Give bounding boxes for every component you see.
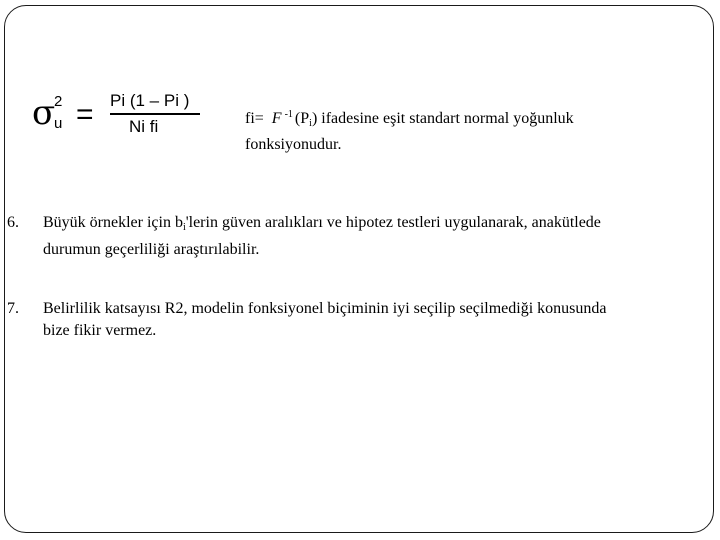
- fi-definition: [245, 104, 659, 155]
- list-item-number: 7.: [7, 300, 19, 317]
- slide-frame: [4, 5, 714, 533]
- fraction-bar: [110, 113, 200, 115]
- fi-definition-line-1: [245, 104, 659, 134]
- formula-denominator: Ni fi: [129, 117, 159, 136]
- inverse-function: F $^{-1}$: [271, 109, 293, 127]
- fi-label: fi=: [245, 110, 264, 127]
- definition-text: ifadesine eşit standart normal yoğunluk: [321, 110, 574, 127]
- list-item-text: Belirlilik katsayısı R2, modelin fonksiyonel biçiminin iyi seçilip seçilmediği konusunda bize fikir vermez.: [43, 300, 607, 339]
- list-item-text: Büyük örnekler için $b_i'lerin$ güven aralıkları ve hipotez testleri uygulanarak, anakütlede durumun geçerliliği araştırılabilir.: [43, 214, 601, 258]
- function-argument: $(P_i)$: [294, 110, 318, 129]
- formula-numerator: Pi (1 – Pi ): [110, 91, 190, 110]
- variance-formula: [32, 86, 202, 156]
- sigma-superscript: 2: [54, 93, 63, 110]
- sigma-subscript: u: [54, 115, 63, 132]
- list-item-number: 6.: [7, 214, 19, 231]
- sigma-symbol: σ: [32, 93, 56, 133]
- equals-sign: =: [76, 98, 94, 131]
- fi-definition-line-2: fonksiyonudur.: [245, 136, 342, 153]
